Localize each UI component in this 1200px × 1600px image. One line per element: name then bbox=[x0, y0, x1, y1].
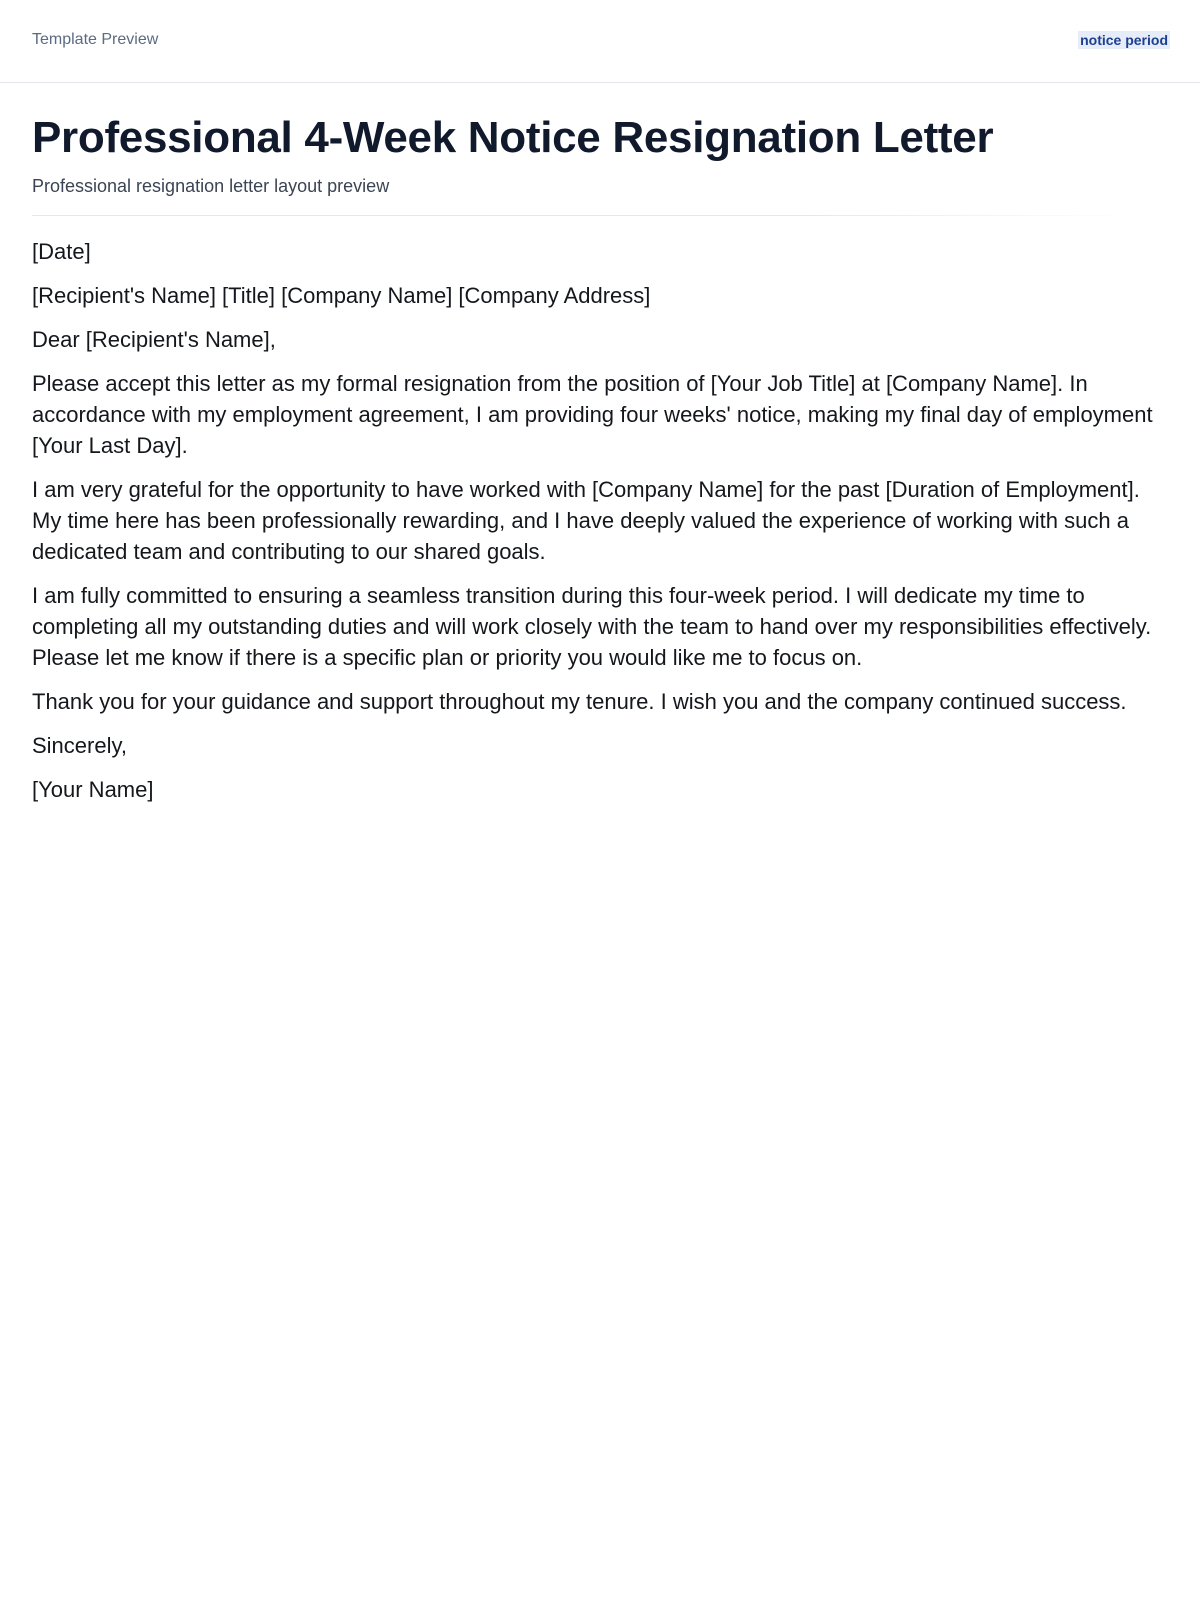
letter-date: [Date] bbox=[32, 239, 91, 264]
letter-salutation: Dear [Recipient's Name], bbox=[32, 327, 276, 352]
document-content bbox=[0, 112, 1200, 805]
letter-signature: [Your Name] bbox=[32, 777, 154, 802]
page-subtitle: Professional resignation letter layout preview bbox=[32, 176, 390, 196]
letter-closing: Sincerely, bbox=[32, 733, 127, 758]
page-title: Professional 4-Week Notice Resignation Letter bbox=[32, 113, 994, 162]
letter-paragraph: Please accept this letter as my formal resignation from the position of [Your Job Title] at [Company Name]. In accordance with my employment agreement, I am providing four weeks' notice, making my final day of employment [Your Last Day]. bbox=[32, 371, 1153, 458]
letter-recipient: [Recipient's Name] [Title] [Company Name] [Company Address] bbox=[32, 283, 651, 308]
header-divider bbox=[32, 215, 1132, 216]
letter-paragraph: Thank you for your guidance and support throughout my tenure. I wish you and the company continued success. bbox=[32, 689, 1127, 714]
template-preview-label: Template Preview bbox=[32, 31, 159, 48]
letter-paragraph: I am fully committed to ensuring a seamless transition during this four-week period. I will dedicate my time to completing all my outstanding duties and will work closely with the team to hand over my responsibilities effectively. Please let me know if there is a specific plan or priority you would like me to focus on. bbox=[32, 583, 1152, 670]
top-bar bbox=[0, 0, 1200, 83]
letter-body bbox=[32, 236, 1168, 805]
notice-period-tag: notice period bbox=[1080, 32, 1168, 48]
letter-paragraph: I am very grateful for the opportunity to have worked with [Company Name] for the past [Duration of Employment]. My time here has been professionally rewarding, and I have deeply valued the experience of working with such a dedicated team and contributing to our shared goals. bbox=[32, 477, 1140, 564]
